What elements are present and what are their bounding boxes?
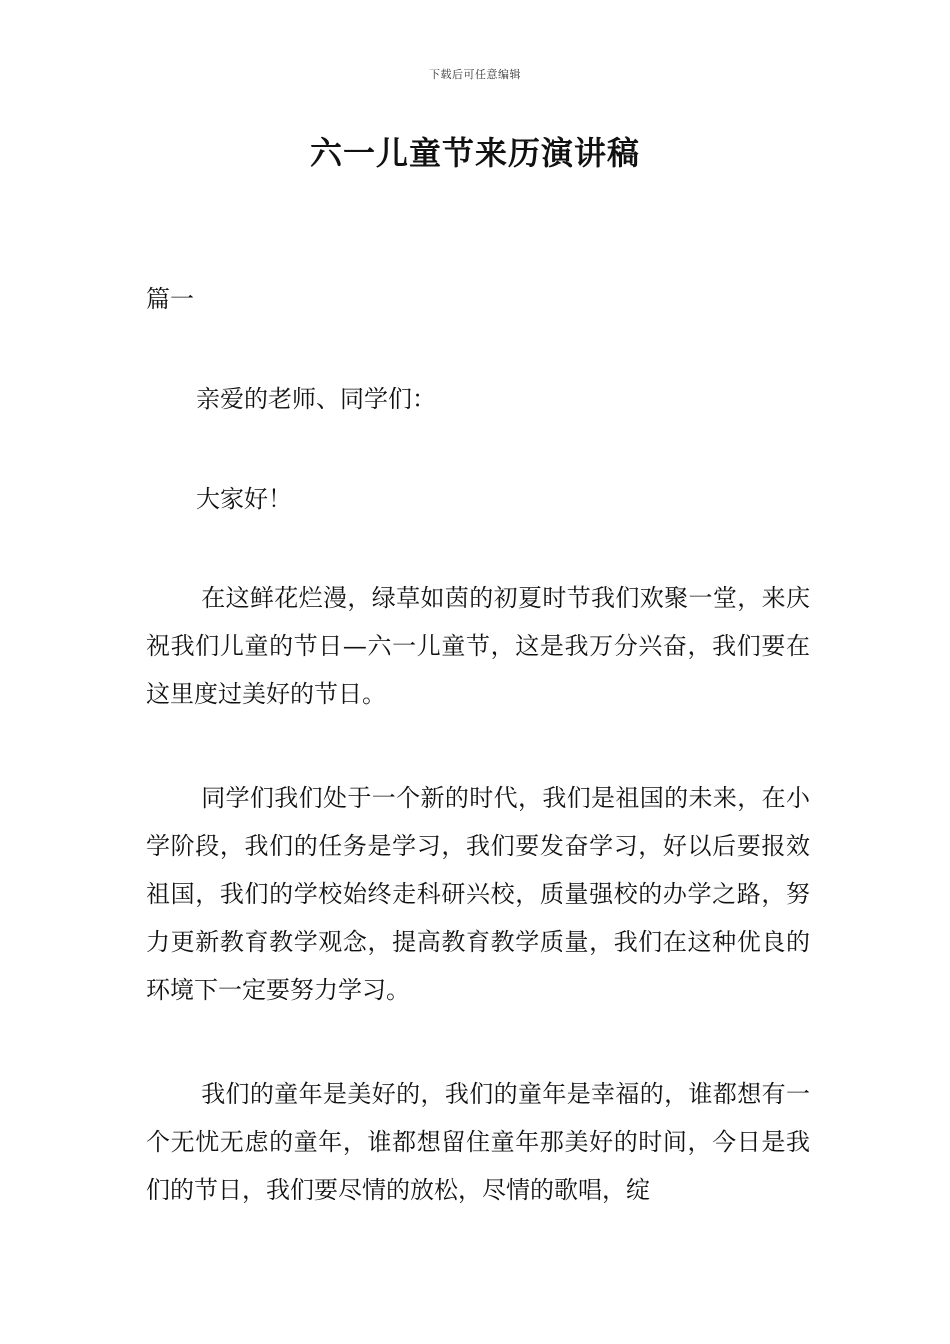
salutation: 亲爱的老师、同学们： [196,385,436,413]
paragraph: 同学们我们处于一个新的时代，我们是祖国的未来，在小学阶段，我们的任务是学习，我们要发奋学习，好以后要报效祖国，我们的学校始终走科研兴校，质量强校的办学之路，努力更新教育教学观念，提高教育教学质量，我们在这种优良的环境下一定要努力学习。 [146,784,810,1004]
header-note: 下载后可任意编辑 [429,68,521,81]
paragraph-2-block [146,774,810,1014]
paragraph: 在这鲜花烂漫，绿草如茵的初夏时节我们欢聚一堂，来庆祝我们儿童的节日—六一儿童节，这是我万分兴奋，我们要在这里度过美好的节日。 [146,584,810,708]
paragraph: 我们的童年是美好的，我们的童年是幸福的，谁都想有一个无忧无虑的童年，谁都想留住童年那美好的时间，今日是我们的节日，我们要尽情的放松，尽情的歌唱，绽 [146,1080,810,1204]
greeting: 大家好！ [196,485,292,513]
paragraph-3-block [146,1070,810,1214]
paragraph-1-block [146,574,810,718]
section-label: 篇一 [146,285,194,313]
document-title: 六一儿童节来历演讲稿 [309,134,640,172]
